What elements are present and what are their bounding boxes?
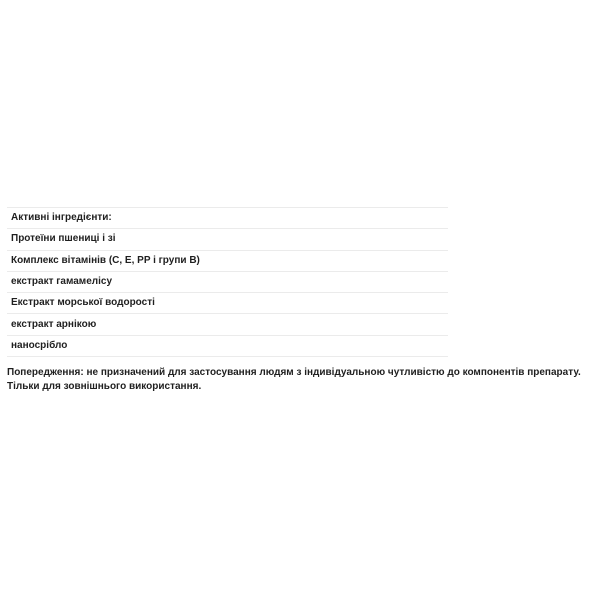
table-row [7,250,448,271]
table-row [7,335,448,356]
ingredient-item: екстракт арнікою [7,314,448,335]
ingredients-table [7,207,448,357]
ingredient-item: Екстракт морської водорості [7,293,448,314]
ingredient-item: Протеїни пшениці і зі [7,229,448,250]
table-row [7,229,448,250]
ingredient-item: екстракт гамамелісу [7,271,448,292]
table-row [7,271,448,292]
ingredient-item: Комплекс вітамінів (C, E, PP і групи B) [7,250,448,271]
ingredients-header: Активні інгредієнти: [7,208,448,229]
table-row [7,293,448,314]
table-row [7,314,448,335]
warning-text: Попередження: не призначений для застосування людям з індивідуальною чутливістю до компонентів препарату. Тільки для зовнішнього використання. [7,367,581,392]
ingredient-item: наносрібло [7,335,448,356]
table-row [7,208,448,229]
